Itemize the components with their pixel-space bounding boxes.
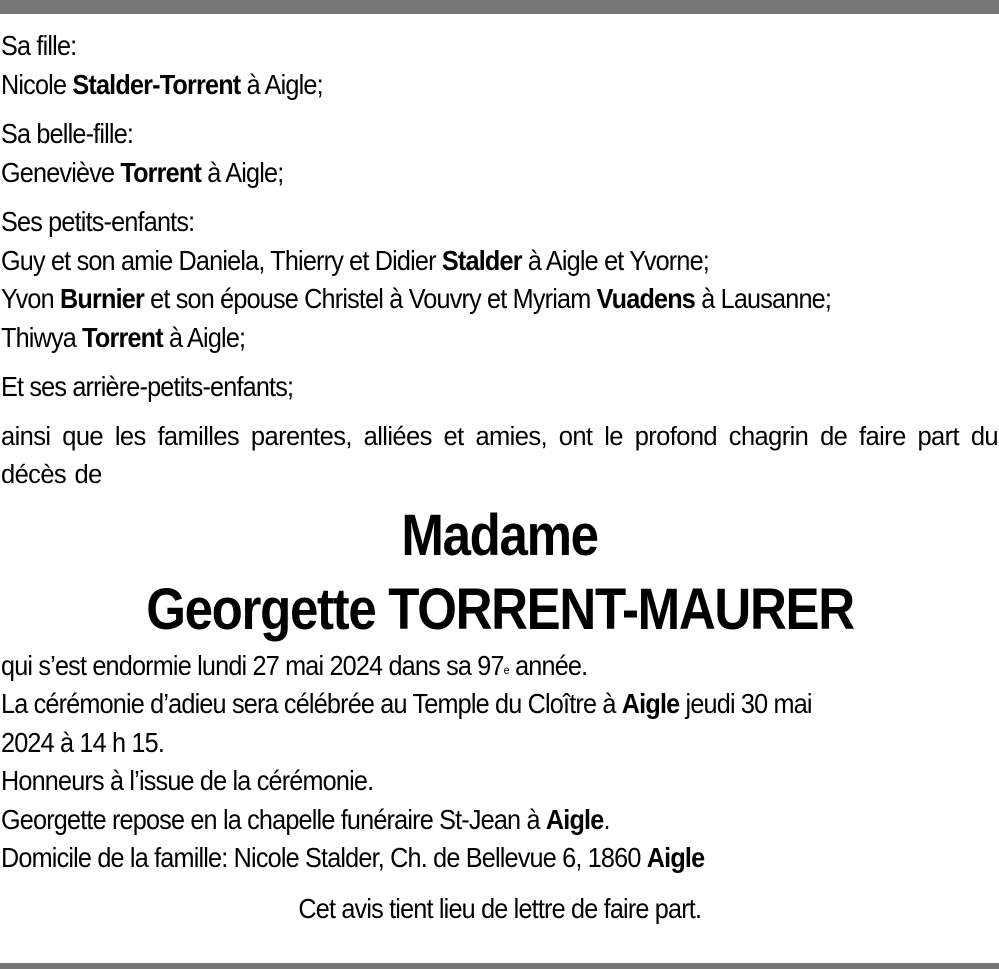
grandchildren-2-location: à Lausanne; [701,283,832,314]
grandchildren-line-1 [1,242,898,281]
deceased-name [1,576,998,642]
grandchildren-1-last-name: Stalder [441,244,522,276]
grandchildren-2-last-name-2: Vuadens [596,283,696,314]
daughter-in-law-location: à Aigle; [207,156,284,188]
footer-note-text: Cet avis tient lieu de lettre de faire part. [298,892,701,924]
bottom-rule [0,963,999,969]
domicile-text: Domicile de la famille: Nicole Stalder, Ch. de Bellevue 6, 1860 [1,842,641,873]
grandchildren-heading: Ses petits-enfants: [1,206,195,237]
grandchildren-2-middle: et son épouse Christel à Vouvry et Myriam [150,283,591,314]
obituary-notice [1,27,998,928]
daughter-in-law-last-name: Torrent [120,156,202,188]
ceremony-time-line: 2024 à 14 h 15. [1,726,165,758]
great-grandchildren-line: Et ses arrière-petits-enfants; [1,371,294,402]
daughter-line [1,66,898,105]
death-line [1,647,898,686]
rest-place: Aigle [545,803,604,835]
death-text: qui s’est endormie lundi 27 mai 2024 dans sa 97 [1,649,504,681]
grandchildren-line-3 [1,319,898,358]
grandchildren-2-last-name-1: Burnier [60,283,144,314]
daughter-heading: Sa fille: [1,30,77,61]
deceased-name-text: Georgette TORRENT-MAURER [145,576,854,642]
rest-text: Georgette repose en la chapelle funéraire St-Jean à [1,803,540,835]
grandchildren-1-names: Guy et son amie Daniela, Thierry et Didier [1,244,436,276]
daughter-location: à Aigle; [246,68,323,100]
daughter-last-name: Stalder-Torrent [72,68,241,100]
death-text-end: année. [508,649,588,681]
footer-note [1,890,998,929]
ordinal-superscript: e [503,662,509,677]
announcement-paragraph: ainsi que les familles parentes, alliées et amies, ont le profond chagrin de faire part du décès de [1,422,998,489]
ceremony-text: La cérémonie d’adieu sera célébrée au Temple du Cloître à [1,688,616,719]
domicile-line [1,839,898,878]
daughter-in-law-heading: Sa belle-fille: [1,118,134,149]
grandchildren-3-last-name: Torrent [82,321,163,353]
deceased-title-text: Madame [401,502,598,568]
ceremony-line [1,685,898,724]
rest-line [1,801,898,840]
ceremony-date: jeudi 30 mai [685,688,812,719]
daughter-in-law-line [1,154,898,193]
grandchildren-2-first-name: Yvon [1,283,54,314]
grandchildren-3-first-name: Thiwya [1,321,76,353]
top-rule [0,0,999,14]
ceremony-place: Aigle [621,688,680,719]
deceased-title [1,502,998,568]
domicile-place: Aigle [646,842,705,873]
rest-end: . [603,803,610,835]
grandchildren-line-2 [1,280,898,319]
grandchildren-3-location: à Aigle; [169,321,246,353]
honours-line: Honneurs à l’issue de la cérémonie. [1,765,374,796]
daughter-in-law-first-name: Geneviève [1,156,115,188]
grandchildren-1-location: à Aigle et Yvorne; [527,244,710,276]
daughter-first-name: Nicole [1,68,67,100]
